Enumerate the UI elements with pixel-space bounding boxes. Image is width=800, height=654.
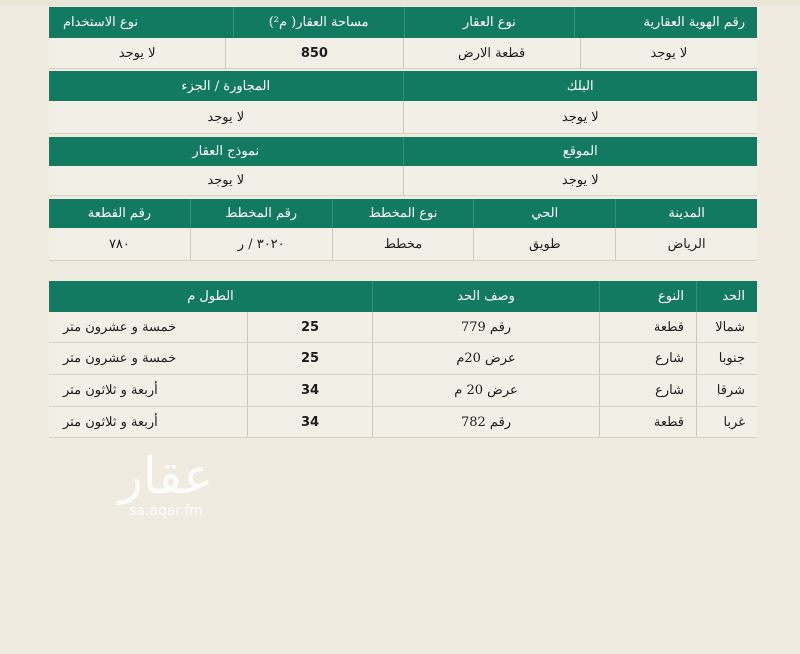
block-header: البلك bbox=[403, 71, 758, 101]
plan-number-header: رقم المخطط bbox=[190, 199, 332, 228]
location-value: لا يوجد bbox=[403, 166, 758, 195]
district-value: طويق bbox=[473, 228, 615, 260]
boundary-length-text: خمسة و عشرون متر bbox=[63, 351, 177, 366]
boundary-description: عرض 20 م bbox=[372, 375, 599, 406]
neighborhood-part-value: لا يوجد bbox=[207, 109, 245, 125]
property-area-value: 850 bbox=[225, 38, 402, 68]
city-header: المدينة bbox=[615, 199, 757, 228]
boundary-type: شارع bbox=[599, 343, 696, 374]
property-id-header: رقم الهوية العقارية bbox=[574, 7, 757, 38]
plan-info-table bbox=[49, 199, 757, 261]
property-type-header: نوع العقار bbox=[404, 7, 575, 38]
boundary-direction: جنوبا bbox=[696, 343, 757, 374]
usage-type-header: نوع الاستخدام bbox=[63, 15, 138, 30]
plot-number-value: ٧٨٠ bbox=[108, 236, 130, 252]
block-neighborhood-table bbox=[49, 71, 757, 134]
plan-type-header: نوع المخطط bbox=[332, 199, 474, 228]
boundary-direction: شمالا bbox=[696, 312, 757, 342]
aqar-logo: عقار bbox=[118, 447, 214, 505]
boundary-length-text: أربعة و ثلاثون متر bbox=[63, 383, 158, 398]
location-model-header bbox=[49, 137, 757, 166]
city-value: الرياض bbox=[615, 228, 757, 260]
boundary-type: قطعة bbox=[599, 312, 696, 342]
property-area-header: مساحة العقار( م²) bbox=[233, 7, 404, 38]
boundary-description: عرض 20م bbox=[372, 343, 599, 374]
property-model-header: نموذج العقار bbox=[192, 144, 260, 159]
district-header: الحي bbox=[473, 199, 615, 228]
boundary-length: 34 bbox=[247, 375, 372, 406]
block-neighborhood-values bbox=[49, 101, 757, 134]
property-type-value: قطعة الارض bbox=[403, 38, 580, 68]
boundary-type-header: النوع bbox=[599, 281, 696, 312]
plan-info-header bbox=[49, 199, 757, 228]
table-row bbox=[49, 375, 757, 407]
top-edge bbox=[0, 0, 800, 6]
property-id-value: لا يوجد bbox=[580, 38, 757, 68]
location-model-table bbox=[49, 137, 757, 196]
plan-number-value: ٣٠٢٠ / ر bbox=[190, 228, 332, 260]
plan-type-value: مخطط bbox=[332, 228, 474, 260]
boundary-description: رقم 782 bbox=[372, 407, 599, 437]
boundary-direction: غربا bbox=[696, 407, 757, 437]
boundaries-table bbox=[49, 281, 757, 438]
plot-number-header: رقم القطعة bbox=[87, 206, 152, 221]
table-row bbox=[49, 312, 757, 343]
boundary-direction-header: الحد bbox=[696, 281, 757, 312]
plan-info-values bbox=[49, 228, 757, 261]
block-neighborhood-header bbox=[49, 71, 757, 101]
location-model-values bbox=[49, 166, 757, 196]
boundary-length-text: أربعة و ثلاثون متر bbox=[63, 414, 158, 430]
boundary-direction: شرقا bbox=[696, 375, 757, 406]
aqar-url: sa.aqar.fm bbox=[129, 503, 203, 519]
table-row bbox=[49, 343, 757, 375]
property-info-table bbox=[49, 7, 757, 69]
property-info-header bbox=[49, 7, 757, 38]
boundary-length-header: الطول م bbox=[187, 289, 234, 304]
block-value: لا يوجد bbox=[403, 101, 758, 133]
boundary-length: 34 bbox=[247, 407, 372, 437]
aqar-watermark bbox=[104, 448, 228, 522]
usage-type-value: لا يوجد bbox=[118, 45, 156, 61]
boundaries-header bbox=[49, 281, 757, 312]
neighborhood-part-header: المجاورة / الجزء bbox=[181, 78, 271, 94]
boundary-description: رقم 779 bbox=[372, 312, 599, 342]
location-header: الموقع bbox=[403, 137, 758, 166]
boundary-type: شارع bbox=[599, 375, 696, 406]
boundary-description-header: وصف الحد bbox=[372, 281, 599, 312]
boundary-length: 25 bbox=[247, 343, 372, 374]
boundary-length: 25 bbox=[247, 312, 372, 342]
boundary-length-text: خمسة و عشرون متر bbox=[63, 319, 177, 335]
property-info-values bbox=[49, 38, 757, 69]
property-model-value: لا يوجد bbox=[207, 173, 245, 188]
table-row bbox=[49, 407, 757, 438]
boundary-type: قطعة bbox=[599, 407, 696, 437]
